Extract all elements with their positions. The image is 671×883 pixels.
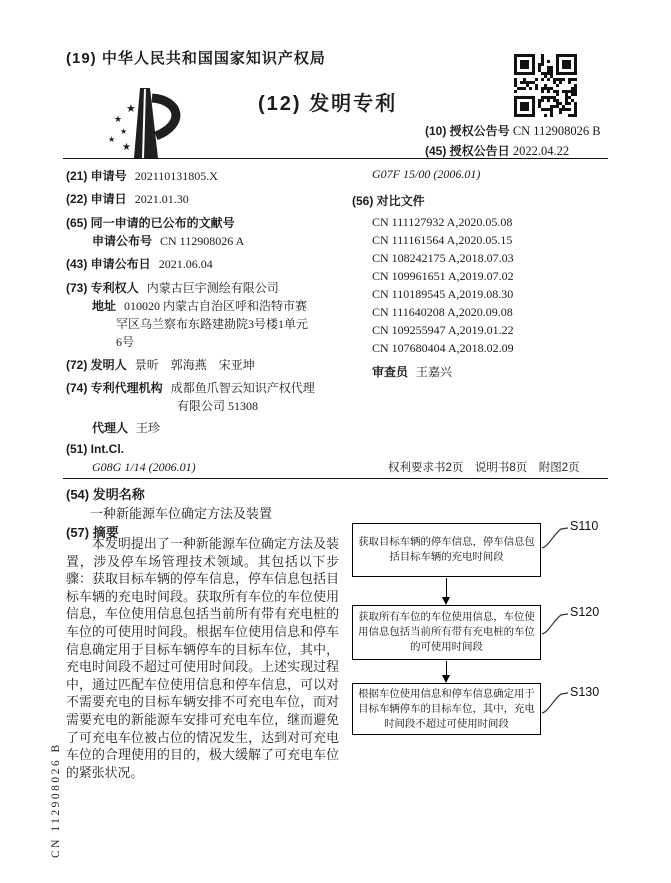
pages-summary: 权利要求书2页 说明书8页 附图2页 (388, 462, 580, 474)
field-publication-date (66, 255, 213, 272)
section-divider (63, 478, 608, 479)
cnipa-logo-icon (98, 86, 190, 160)
svg-text:★: ★ (120, 127, 128, 136)
field-value: 景昕 郭海燕 宋亚坤 (134, 358, 255, 372)
field-publication-number (92, 232, 244, 249)
field-label: (73) 专利权人 (66, 281, 139, 295)
field-address-line3: 6号 (116, 335, 135, 349)
field-examiner (372, 363, 452, 380)
flow-step-box-3 (352, 683, 541, 735)
field-value: 2021.01.30 (134, 192, 189, 206)
field-value: 王嘉兴 (416, 365, 453, 379)
field-label: (43) 申请公布日 (66, 257, 151, 271)
abstract-text: 本发明提出了一种新能源车位确定方法及装置，涉及停车场管理技术领域。其包括以下步骤：获取目标车辆的停车信息，停车信息包括目标车辆的充电时间段。获取所有车位的车位使用信息，车位使用信息包括当前所有带有充电桩的车位的可使用时间段。根据车位使用信息和停车信息确定用于目标车辆停车的目标车位，其中，充电时间段不超过可使用时间段。上述实现过程中，通过匹配车位使用信息和停车信息，可以对不需要充电的目标车辆安排不可充电车位，而对需要充电的新能源车安排可充电车位，继而避免了可充电车位被占位的情况发生，达到对可充电车位的合理使用的目的，极大缓解了可充电车位的紧张状况。 (66, 537, 339, 780)
grant-date-value: 2022.04.22 (512, 144, 570, 158)
grant-date-label: (45) 授权公告日 (425, 144, 510, 158)
field-patentee (66, 279, 279, 296)
field-ipc-extra: G07F 15/00 (2006.01) (372, 167, 481, 181)
citation-item: CN 108242175 A,2018.07.03 (372, 251, 514, 265)
field-value: 202110131805.X (134, 169, 218, 183)
field-application-date (66, 190, 189, 207)
citation-item: CN 109255947 A,2019.01.22 (372, 323, 514, 337)
svg-text:★: ★ (114, 114, 123, 124)
field-value: 010020 内蒙古自治区呼和浩特市赛 (124, 299, 308, 313)
field-label: (65) 同一申请的已公布的文献号 (66, 216, 235, 230)
field-label: (72) 发明人 (66, 358, 127, 372)
flow-step-label-1: S110 (570, 519, 599, 533)
svg-text:★: ★ (122, 142, 131, 153)
flow-connector-curve-1 (541, 525, 569, 549)
field-intcl-value: G08G 1/14 (2006.01) (92, 460, 196, 474)
field-value: 王珍 (136, 421, 161, 435)
grant-number-line (425, 122, 601, 139)
doc-kind-title: (12) 发明专利 (258, 93, 398, 115)
citation-item: CN 111161564 A,2020.05.15 (372, 233, 513, 247)
field-inventors (66, 356, 255, 373)
flow-step-label-2: S120 (570, 605, 600, 619)
invention-title: 一种新能源车位确定方法及装置 (90, 506, 273, 521)
flow-step-text: 获取所有车位的车位使用信息，车位使用信息包括当前所有带有充电桩的车位的可使用时间段 (358, 612, 535, 653)
header-divider (63, 158, 608, 159)
office-name: (19) 中华人民共和国国家知识产权局 (66, 50, 326, 67)
field-value: 2021.06.04 (158, 257, 213, 271)
flow-connector-curve-2 (541, 611, 569, 635)
flow-connector-curve-3 (541, 690, 569, 714)
flow-arrow-head-2 (442, 675, 450, 683)
field-label: (21) 申请号 (66, 169, 127, 183)
citation-item: CN 109961651 A,2019.07.02 (372, 269, 514, 283)
flow-arrow-line-1 (446, 578, 447, 597)
grant-number-label: (10) 授权公告号 (425, 124, 510, 138)
svg-text:★: ★ (126, 103, 136, 115)
flow-step-box-1 (352, 523, 541, 577)
flow-arrow-head-1 (442, 597, 450, 605)
field-label: (22) 申请日 (66, 192, 127, 206)
field-citations-label: (56) 对比文件 (352, 194, 425, 208)
flow-arrow-line-2 (446, 661, 447, 675)
field-value: CN 112908026 A (160, 234, 245, 248)
field-address-line2: 罕区乌兰察布东路建勘院3号楼1单元 (116, 317, 309, 331)
field-agency-line2: 有限公司 51308 (177, 399, 259, 413)
field-address-line1 (92, 297, 307, 314)
abstract-label: (57) 摘要 (66, 525, 119, 540)
grant-number-value: CN 112908026 B (512, 124, 601, 138)
field-prior-publication (66, 214, 235, 231)
field-label: (74) 专利代理机构 (66, 381, 163, 395)
field-application-number (66, 167, 218, 184)
field-label: 地址 (92, 299, 117, 313)
field-value: 成都鱼爪智云知识产权代理 (170, 381, 315, 395)
flow-step-text: 获取目标车辆的停车信息，停车信息包括目标车辆的充电时间段 (358, 537, 535, 563)
flow-step-label-3: S130 (570, 685, 600, 699)
citation-item: CN 111640208 A,2020.09.08 (372, 305, 513, 319)
field-agent (92, 419, 160, 436)
field-value: 内蒙古巨宇测绘有限公司 (146, 281, 279, 295)
citation-item: CN 111127932 A,2020.05.08 (372, 215, 513, 229)
grant-date-line (425, 142, 569, 159)
qr-code (514, 54, 577, 117)
citation-item: CN 110189545 A,2019.08.30 (372, 287, 514, 301)
flow-step-text: 根据车位使用信息和停车信息确定用于目标车辆停车的目标车位，其中，充电时间段不超过可使用时间段 (358, 688, 535, 730)
field-agency (66, 379, 315, 396)
field-label: 代理人 (92, 421, 129, 435)
svg-text:★: ★ (108, 135, 116, 144)
invention-title-label: (54) 发明名称 (66, 487, 145, 502)
side-vertical-code: CN 112908026 B (50, 742, 62, 858)
field-label: 申请公布号 (92, 234, 153, 248)
field-intcl-label: (51) Int.Cl. (66, 442, 125, 456)
flow-step-box-2 (352, 605, 541, 660)
citation-item: CN 107680404 A,2018.02.09 (372, 341, 514, 355)
field-label: 审查员 (372, 365, 409, 379)
